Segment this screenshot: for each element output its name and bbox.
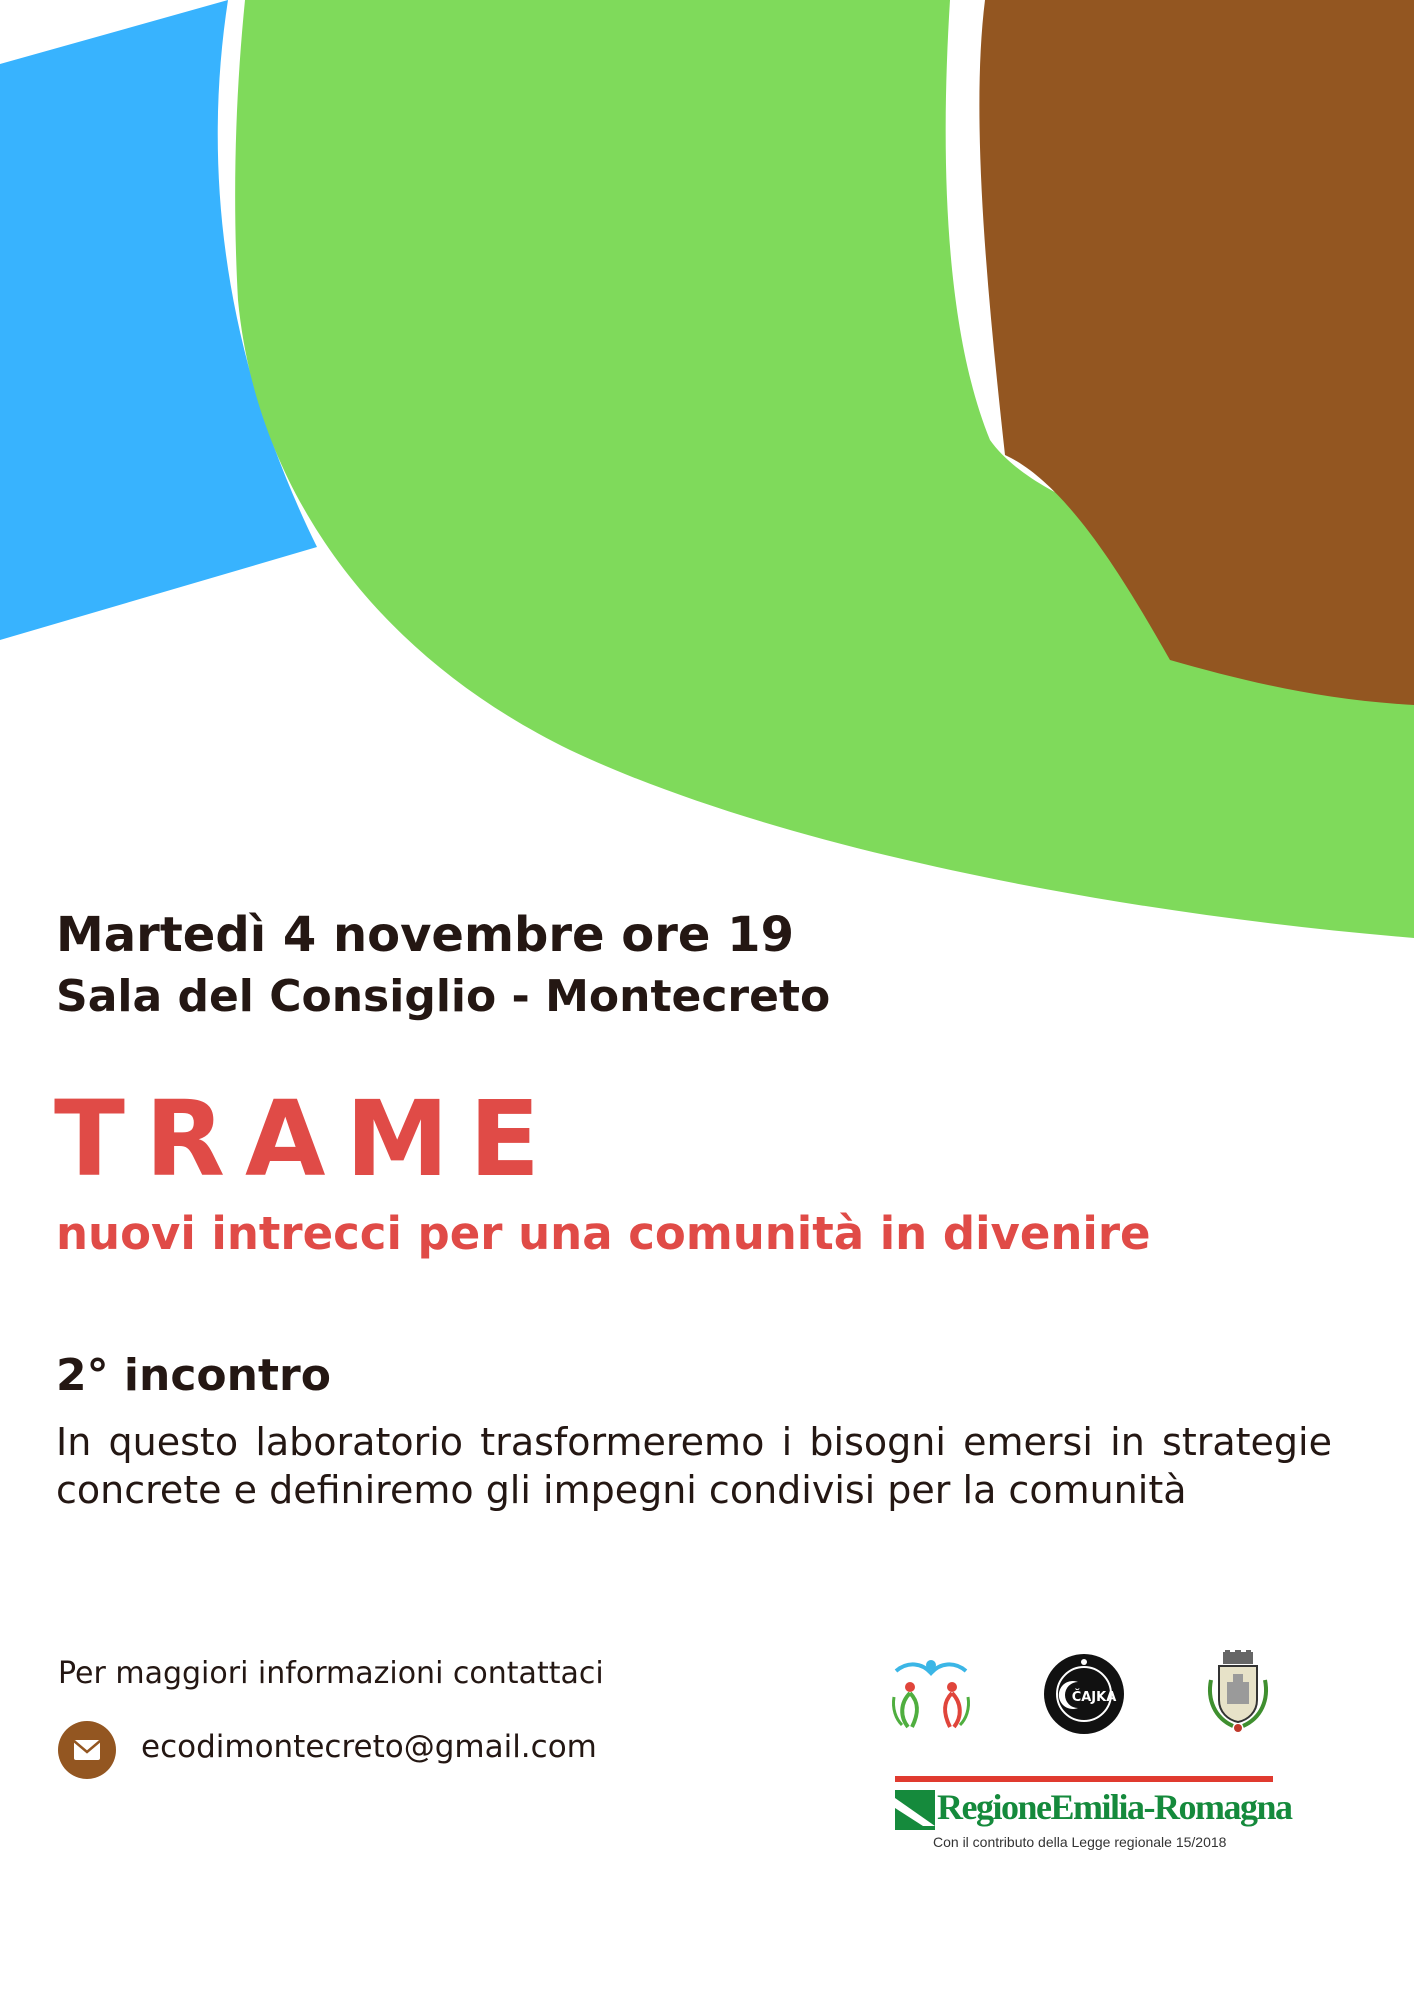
region-flag-icon [895,1790,935,1830]
region-emilia-romagna-logo [895,1776,1292,1866]
mail-icon [58,1721,116,1779]
region-contribution-note: Con il contributo della Legge regionale 15/2018 [933,1834,1227,1850]
dance-group-logo [888,1657,974,1731]
cajka-logo [1042,1652,1126,1736]
decorative-shapes [0,0,1414,960]
meeting-label: 2° incontro [56,1350,331,1401]
page-title: TRAME [54,1078,561,1200]
region-red-bar [895,1776,1273,1782]
event-date: Martedì 4 novembre ore 19 [56,907,794,963]
meeting-description: In questo laboratorio trasformeremo i bisogni emersi in strategie concrete e definiremo gli impegni condivisi per la comunità [56,1420,1332,1512]
page-subtitle: nuovi intrecci per una comunità in divenire [56,1207,1151,1260]
region-name: RegioneEmilia-Romagna [937,1787,1292,1827]
email-link[interactable]: ecodimontecreto@gmail.com [141,1729,597,1765]
event-place: Sala del Consiglio - Montecreto [56,971,831,1022]
svg-text:ČAJKA: ČAJKA [1071,1690,1117,1705]
contact-label: Per maggiori informazioni contattaci [58,1656,604,1691]
municipal-crest [1205,1650,1271,1736]
